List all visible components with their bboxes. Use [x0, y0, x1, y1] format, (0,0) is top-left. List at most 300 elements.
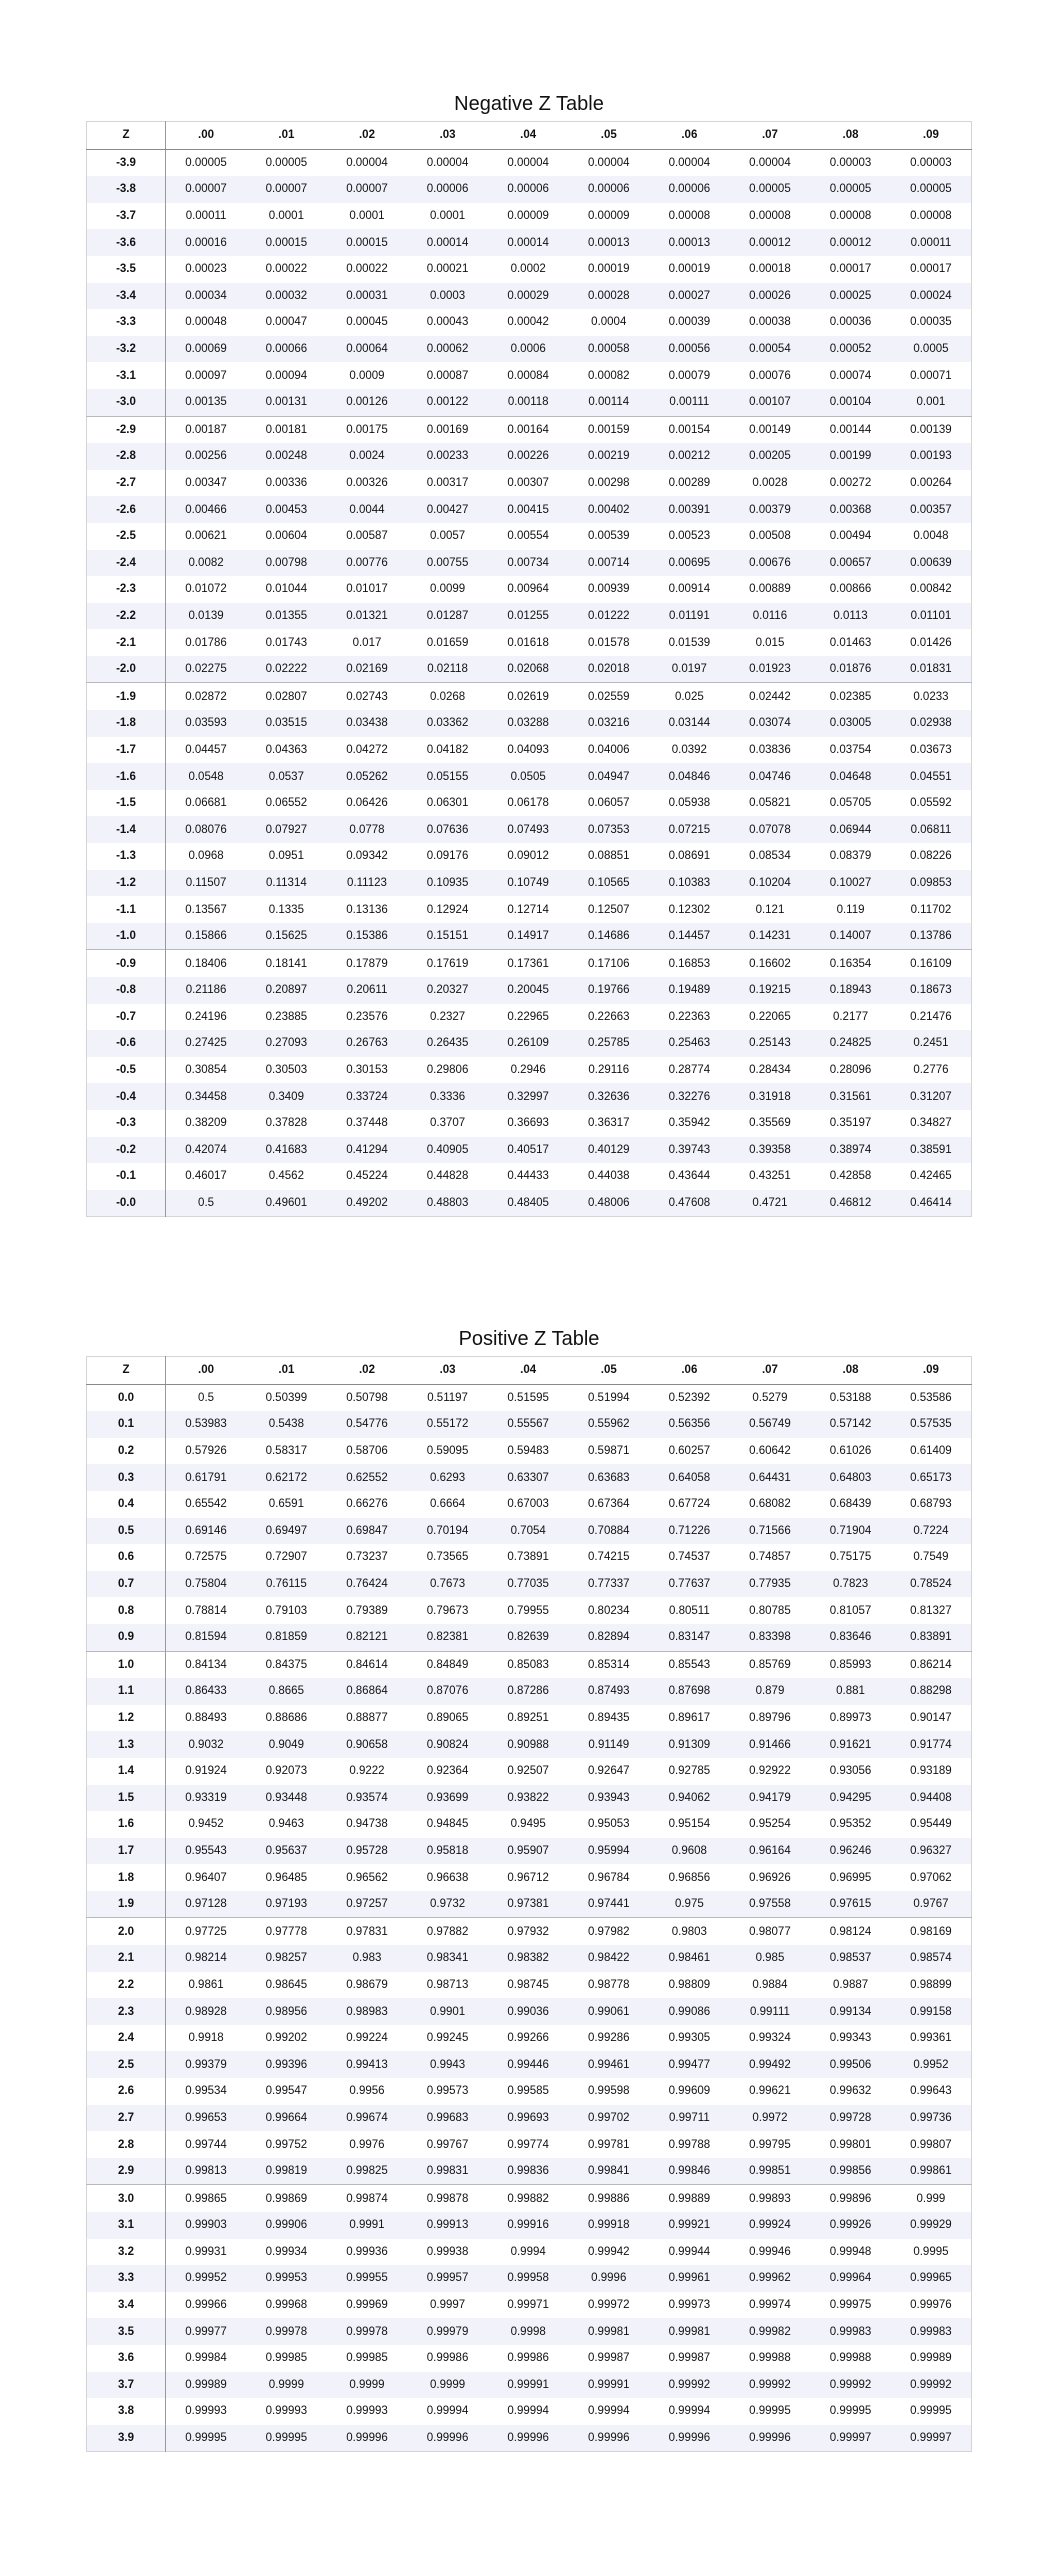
probability-cell: 0.43251: [749, 1170, 791, 1183]
probability-cell: 0.00016: [185, 236, 227, 249]
table-row: [87, 1137, 972, 1164]
probability-cell: 0.85543: [649, 1651, 730, 1678]
probability-cell: 0.99996: [426, 2432, 469, 2445]
probability-cell: 0.18406: [166, 950, 247, 977]
negative-z-body: [87, 149, 972, 1217]
probability-cell: 0.44433: [507, 1170, 549, 1183]
probability-cell: 0.99202: [265, 2032, 308, 2045]
probability-cell: 0.87493: [587, 1685, 630, 1698]
probability-cell: 0.00317: [426, 477, 469, 490]
probability-cell: 0.36693: [507, 1117, 549, 1130]
probability-cell: 0.43644: [668, 1170, 711, 1183]
z-value-cell: -1.3: [87, 843, 166, 870]
z-value-cell: 1.0: [87, 1651, 166, 1678]
z-value-cell: -2.7: [87, 470, 166, 497]
probability-cell: 0.9049: [268, 1738, 304, 1751]
probability-cell: 0.28096: [829, 1064, 872, 1077]
probability-cell: 0.97128: [185, 1898, 227, 1911]
probability-cell: 0.99952: [185, 2272, 227, 2285]
probability-cell: 0.59483: [507, 1445, 549, 1458]
probability-cell: 0.99795: [749, 2138, 791, 2151]
probability-cell: 0.75804: [185, 1578, 227, 1591]
probability-cell: 0.00005: [749, 183, 791, 196]
probability-cell: 0.00175: [327, 416, 408, 443]
probability-cell: 0.02442: [730, 683, 811, 710]
probability-cell: 0.95254: [749, 1818, 791, 1831]
table-row: [87, 1758, 972, 1785]
table-row: [87, 710, 972, 737]
probability-cell: 0.11123: [347, 876, 387, 889]
probability-cell: 0.00154: [649, 416, 730, 443]
table-row: [87, 1110, 972, 1137]
column-header: .05: [568, 1357, 649, 1385]
probability-cell: 0.84849: [407, 1651, 488, 1678]
probability-cell: 0.22965: [507, 1010, 549, 1023]
z-value-cell: -1.4: [87, 816, 166, 843]
z-value-cell: 2.4: [87, 2025, 166, 2052]
probability-cell: 0.55567: [507, 1418, 549, 1431]
probability-cell: 0.00019: [587, 263, 630, 276]
z-value-cell: -0.0: [87, 1190, 166, 1217]
table-row: [87, 950, 972, 977]
probability-cell: 0.01786: [185, 636, 227, 649]
probability-cell: 0.37828: [265, 1117, 308, 1130]
z-value-cell: 3.8: [87, 2398, 166, 2425]
probability-cell: 0.2451: [913, 1037, 949, 1050]
probability-cell: 0.99286: [587, 2032, 630, 2045]
probability-cell: 0.881: [836, 1685, 865, 1698]
probability-cell: 0.96926: [749, 1871, 791, 1884]
probability-cell: 0.00015: [265, 236, 308, 249]
probability-cell: 0.98077: [730, 1918, 811, 1945]
probability-cell: 0.96856: [668, 1871, 711, 1884]
probability-cell: 0.82639: [507, 1631, 549, 1644]
probability-cell: 0.99991: [587, 2378, 630, 2391]
probability-cell: 0.00289: [668, 477, 711, 490]
probability-cell: 0.00639: [910, 556, 952, 569]
probability-cell: 0.985: [755, 1952, 785, 1965]
probability-cell: 0.15386: [346, 930, 388, 943]
probability-cell: 0.95154: [668, 1818, 711, 1831]
probability-cell: 0.00357: [910, 503, 952, 516]
probability-cell: 0.99995: [185, 2432, 227, 2445]
probability-cell: 0.99994: [587, 2405, 630, 2418]
z-column-header: Z: [87, 1357, 166, 1385]
probability-cell: 0.00074: [829, 369, 872, 382]
probability-cell: 0.27425: [185, 1037, 227, 1050]
table-row: [87, 896, 972, 923]
probability-cell: 0.00676: [749, 556, 791, 569]
probability-cell: 0.9991: [349, 2219, 385, 2232]
probability-cell: 0.99396: [265, 2058, 308, 2071]
probability-cell: 0.9222: [349, 1765, 385, 1778]
probability-cell: 0.14457: [668, 930, 711, 943]
probability-cell: 0.99986: [507, 2352, 549, 2365]
probability-cell: 0.98124: [810, 1918, 891, 1945]
table-row: [87, 256, 972, 283]
table-row: [87, 1190, 972, 1217]
column-header: .04: [488, 1357, 569, 1385]
probability-cell: 0.15866: [185, 930, 227, 943]
probability-cell: 0.00164: [488, 416, 569, 443]
probability-cell: 0.83646: [829, 1631, 872, 1644]
z-value-cell: 3.5: [87, 2318, 166, 2345]
table-row: [87, 603, 972, 630]
probability-cell: 0.00038: [749, 316, 791, 329]
probability-cell: 0.00034: [185, 289, 227, 302]
probability-cell: 0.91774: [910, 1738, 952, 1751]
probability-cell: 0.7823: [832, 1578, 869, 1591]
probability-cell: 0.99889: [649, 2185, 730, 2212]
probability-cell: 0.41294: [346, 1143, 388, 1156]
probability-cell: 0.99245: [426, 2032, 469, 2045]
probability-cell: 0.015: [755, 636, 785, 649]
probability-cell: 0.99942: [587, 2245, 630, 2258]
table-row: [87, 1464, 972, 1491]
table-row: [87, 1864, 972, 1891]
probability-cell: 0.99774: [507, 2138, 549, 2151]
z-value-cell: -3.6: [87, 229, 166, 256]
probability-cell: 0.3707: [429, 1117, 466, 1130]
table-row: [87, 550, 972, 577]
table-row: [87, 2265, 972, 2292]
probability-cell: 0.37448: [346, 1117, 388, 1130]
probability-cell: 0.89251: [507, 1712, 549, 1725]
probability-cell: 0.78524: [910, 1578, 952, 1591]
probability-cell: 0.84375: [246, 1651, 327, 1678]
table-row: [87, 283, 972, 310]
z-value-cell: -3.7: [87, 203, 166, 230]
probability-cell: 0.00017: [829, 263, 872, 276]
probability-cell: 0.74215: [587, 1551, 630, 1564]
z-value-cell: -2.4: [87, 550, 166, 577]
probability-cell: 0.91149: [588, 1738, 630, 1751]
probability-cell: 0.22363: [668, 1010, 711, 1023]
probability-cell: 0.99996: [668, 2432, 711, 2445]
probability-cell: 0.99992: [829, 2378, 872, 2391]
probability-cell: 0.99987: [587, 2352, 630, 2365]
probability-cell: 0.00076: [749, 369, 791, 382]
probability-cell: 0.99972: [587, 2299, 630, 2312]
probability-cell: 0.00013: [587, 236, 630, 249]
probability-cell: 0.0197: [671, 663, 707, 676]
probability-cell: 0.99266: [507, 2032, 549, 2045]
probability-cell: 0.22065: [749, 1010, 791, 1023]
probability-cell: 0.92364: [426, 1765, 469, 1778]
probability-cell: 0.99413: [346, 2058, 388, 2071]
z-value-cell: -2.0: [87, 656, 166, 683]
probability-cell: 0.03362: [426, 717, 469, 730]
z-value-cell: -2.5: [87, 523, 166, 550]
probability-cell: 0.47608: [668, 1197, 711, 1210]
probability-cell: 0.94845: [426, 1818, 469, 1831]
table-row: [87, 1163, 972, 1190]
probability-cell: 0.79955: [507, 1604, 549, 1617]
probability-cell: 0.30503: [265, 1064, 308, 1077]
probability-cell: 0.97193: [265, 1898, 308, 1911]
probability-cell: 0.99916: [507, 2219, 549, 2232]
probability-cell: 0.9976: [349, 2138, 385, 2151]
probability-cell: 0.06681: [185, 797, 227, 810]
probability-cell: 0.01017: [346, 583, 388, 596]
probability-cell: 0.72575: [185, 1551, 227, 1564]
probability-cell: 0.00149: [730, 416, 811, 443]
probability-cell: 0.99995: [265, 2432, 308, 2445]
probability-cell: 0.99585: [507, 2085, 549, 2098]
column-header: .06: [649, 122, 730, 150]
table-row: [87, 1004, 972, 1031]
probability-cell: 0.07927: [265, 823, 308, 836]
probability-cell: 0.29806: [426, 1064, 469, 1077]
probability-cell: 0.99938: [426, 2245, 469, 2258]
probability-cell: 0.00029: [507, 289, 549, 302]
probability-cell: 0.96995: [829, 1871, 872, 1884]
probability-cell: 0.53586: [910, 1391, 952, 1404]
probability-cell: 0.01321: [346, 609, 388, 622]
probability-cell: 0.99807: [910, 2138, 952, 2151]
probability-cell: 0.95728: [346, 1844, 388, 1857]
probability-cell: 0.9996: [591, 2272, 627, 2285]
probability-cell: 0.99653: [185, 2111, 227, 2124]
table-row: [87, 1972, 972, 1999]
probability-cell: 0.17619: [407, 950, 488, 977]
probability-cell: 0.00012: [829, 236, 872, 249]
probability-cell: 0.75175: [829, 1551, 872, 1564]
probability-cell: 0.99869: [246, 2185, 327, 2212]
probability-cell: 0.00126: [346, 396, 388, 409]
probability-cell: 0.00045: [346, 316, 388, 329]
probability-cell: 0.99953: [265, 2272, 308, 2285]
probability-cell: 0.12507: [587, 903, 630, 916]
probability-cell: 0.68439: [829, 1498, 872, 1511]
probability-cell: 0.44828: [426, 1170, 469, 1183]
table-row: [87, 176, 972, 203]
column-header: .07: [730, 1357, 811, 1385]
probability-cell: 0.0116: [752, 609, 788, 622]
probability-cell: 0.00219: [587, 450, 630, 463]
probability-cell: 0.20327: [426, 984, 469, 997]
probability-cell: 0.00272: [829, 477, 872, 490]
probability-cell: 0.08076: [185, 823, 227, 836]
table-row: [87, 1811, 972, 1838]
table-row: [87, 2185, 972, 2212]
probability-cell: 0.99036: [507, 2005, 549, 2018]
probability-cell: 0.00587: [346, 530, 388, 543]
probability-cell: 0.99946: [749, 2245, 791, 2258]
probability-cell: 0.93943: [587, 1791, 630, 1804]
probability-cell: 0.00539: [587, 530, 630, 543]
probability-cell: 0.96485: [265, 1871, 308, 1884]
probability-cell: 0.42858: [829, 1170, 872, 1183]
column-header: .09: [891, 122, 972, 150]
probability-cell: 0.99224: [346, 2032, 388, 2045]
probability-cell: 0.98983: [346, 2005, 388, 2018]
probability-cell: 0.01355: [265, 609, 308, 622]
probability-cell: 0.7224: [913, 1524, 949, 1537]
probability-cell: 0.23885: [265, 1010, 308, 1023]
probability-cell: 0.00009: [587, 210, 630, 223]
probability-cell: 0.99996: [346, 2432, 388, 2445]
probability-cell: 0.99957: [426, 2272, 469, 2285]
probability-cell: 0.13786: [910, 930, 952, 943]
probability-cell: 0.96712: [507, 1871, 549, 1884]
probability-cell: 0.50399: [265, 1391, 308, 1404]
probability-cell: 0.35569: [749, 1117, 791, 1130]
probability-cell: 0.99929: [910, 2219, 952, 2232]
z-value-cell: 1.7: [87, 1838, 166, 1865]
probability-cell: 0.99993: [265, 2405, 308, 2418]
probability-cell: 0.04648: [829, 770, 872, 783]
table-row: [87, 1597, 972, 1624]
probability-cell: 0.0004: [591, 316, 627, 329]
probability-cell: 0.02938: [910, 717, 952, 730]
probability-cell: 0.48803: [426, 1197, 469, 1210]
z-value-cell: 2.6: [87, 2078, 166, 2105]
probability-cell: 0.98574: [910, 1952, 952, 1965]
z-value-cell: 2.7: [87, 2105, 166, 2132]
probability-cell: 0.28434: [749, 1064, 791, 1077]
probability-cell: 0.00604: [265, 530, 308, 543]
probability-cell: 0.02068: [507, 663, 549, 676]
probability-cell: 0.00007: [265, 183, 308, 196]
probability-cell: 0.93319: [185, 1791, 227, 1804]
column-header: .07: [730, 122, 811, 150]
probability-cell: 0.32276: [668, 1090, 711, 1103]
header-row: [87, 122, 972, 150]
probability-cell: 0.01044: [265, 583, 308, 596]
probability-cell: 0.99983: [910, 2325, 952, 2338]
probability-cell: 0.77935: [749, 1578, 791, 1591]
probability-cell: 0.08379: [829, 850, 872, 863]
column-header: .02: [327, 1357, 408, 1385]
probability-cell: 0.121: [755, 903, 785, 916]
probability-cell: 0.49202: [346, 1197, 388, 1210]
probability-cell: 0.02743: [327, 683, 408, 710]
probability-cell: 0.99982: [749, 2325, 791, 2338]
z-value-cell: 1.9: [87, 1891, 166, 1918]
probability-cell: 0.5: [198, 1197, 215, 1210]
probability-cell: 0.879: [755, 1685, 785, 1698]
probability-cell: 0.97831: [327, 1918, 408, 1945]
probability-cell: 0.58317: [265, 1445, 308, 1458]
table-row: [87, 1544, 972, 1571]
probability-cell: 0.99305: [668, 2032, 711, 2045]
probability-cell: 0.93822: [507, 1791, 549, 1804]
probability-cell: 0.99683: [426, 2111, 469, 2124]
probability-cell: 0.99934: [265, 2245, 308, 2258]
probability-cell: 0.00005: [265, 156, 308, 169]
probability-cell: 0.11702: [910, 903, 952, 916]
column-header: .06: [649, 1357, 730, 1385]
table-row: [87, 2345, 972, 2372]
probability-cell: 0.8665: [268, 1685, 304, 1698]
probability-cell: 0.99846: [668, 2165, 711, 2178]
probability-cell: 0.87076: [426, 1685, 469, 1698]
probability-cell: 0.26435: [426, 1037, 469, 1050]
probability-cell: 0.00004: [749, 156, 791, 169]
probability-cell: 0.00069: [185, 343, 227, 356]
probability-cell: 0.95907: [507, 1844, 549, 1857]
z-value-cell: 1.4: [87, 1758, 166, 1785]
probability-cell: 0.97932: [488, 1918, 569, 1945]
probability-cell: 0.99878: [407, 2185, 488, 2212]
probability-cell: 0.00005: [185, 156, 227, 169]
column-header: .03: [407, 1357, 488, 1385]
table-row: [87, 923, 972, 950]
z-value-cell: 0.7: [87, 1571, 166, 1598]
probability-cell: 0.99324: [749, 2032, 791, 2045]
probability-cell: 0.97778: [246, 1918, 327, 1945]
probability-cell: 0.99992: [910, 2378, 952, 2391]
probability-cell: 0.91466: [749, 1738, 791, 1751]
probability-cell: 0.96638: [426, 1871, 469, 1884]
probability-cell: 0.41683: [265, 1143, 308, 1156]
table-row: [87, 816, 972, 843]
probability-cell: 0.2327: [429, 1010, 466, 1023]
probability-cell: 0.00026: [749, 289, 791, 302]
z-value-cell: 3.2: [87, 2239, 166, 2266]
probability-cell: 0.9767: [913, 1898, 949, 1911]
probability-cell: 0.99111: [750, 2005, 790, 2018]
probability-cell: 0.99831: [426, 2165, 469, 2178]
probability-cell: 0.99996: [587, 2432, 630, 2445]
z-value-cell: -1.9: [87, 683, 166, 710]
probability-cell: 0.9887: [832, 1978, 869, 1991]
table-row: [87, 362, 972, 389]
column-header: .01: [246, 122, 327, 150]
probability-cell: 0.98382: [507, 1952, 549, 1965]
probability-cell: 0.99643: [910, 2085, 952, 2098]
probability-cell: 0.1335: [268, 903, 304, 916]
probability-cell: 0.00233: [426, 450, 469, 463]
probability-cell: 0.01287: [426, 609, 469, 622]
probability-cell: 0.95352: [829, 1818, 872, 1831]
probability-cell: 0.983: [352, 1952, 382, 1965]
probability-cell: 0.93189: [910, 1765, 952, 1778]
probability-cell: 0.14917: [507, 930, 549, 943]
probability-cell: 0.0001: [429, 210, 466, 223]
probability-cell: 0.6591: [268, 1498, 304, 1511]
probability-cell: 0.99896: [810, 2185, 891, 2212]
probability-cell: 0.98214: [185, 1952, 227, 1965]
probability-cell: 0.03438: [346, 717, 388, 730]
probability-cell: 0.99534: [185, 2085, 227, 2098]
probability-cell: 0.00139: [891, 416, 972, 443]
probability-cell: 0.0233: [891, 683, 972, 710]
probability-cell: 0.99926: [829, 2219, 872, 2232]
z-value-cell: -2.1: [87, 629, 166, 656]
probability-cell: 0.07493: [507, 823, 549, 836]
probability-cell: 0.00056: [668, 343, 711, 356]
z-value-cell: -2.3: [87, 576, 166, 603]
probability-cell: 0.27093: [265, 1037, 308, 1050]
probability-cell: 0.97982: [568, 1918, 649, 1945]
probability-cell: 0.16109: [891, 950, 972, 977]
probability-cell: 0.06057: [587, 797, 630, 810]
probability-cell: 0.99861: [910, 2165, 952, 2178]
probability-cell: 0.93699: [426, 1791, 469, 1804]
probability-cell: 0.00379: [749, 503, 791, 516]
probability-cell: 0.99918: [587, 2219, 630, 2232]
probability-cell: 0.32997: [507, 1090, 549, 1103]
probability-cell: 0.77337: [587, 1578, 630, 1591]
probability-cell: 0.01923: [749, 663, 791, 676]
probability-cell: 0.3409: [268, 1090, 304, 1103]
probability-cell: 0.48006: [587, 1197, 630, 1210]
probability-cell: 0.01659: [426, 636, 469, 649]
probability-cell: 0.54776: [346, 1418, 388, 1431]
probability-cell: 0.99958: [507, 2272, 549, 2285]
